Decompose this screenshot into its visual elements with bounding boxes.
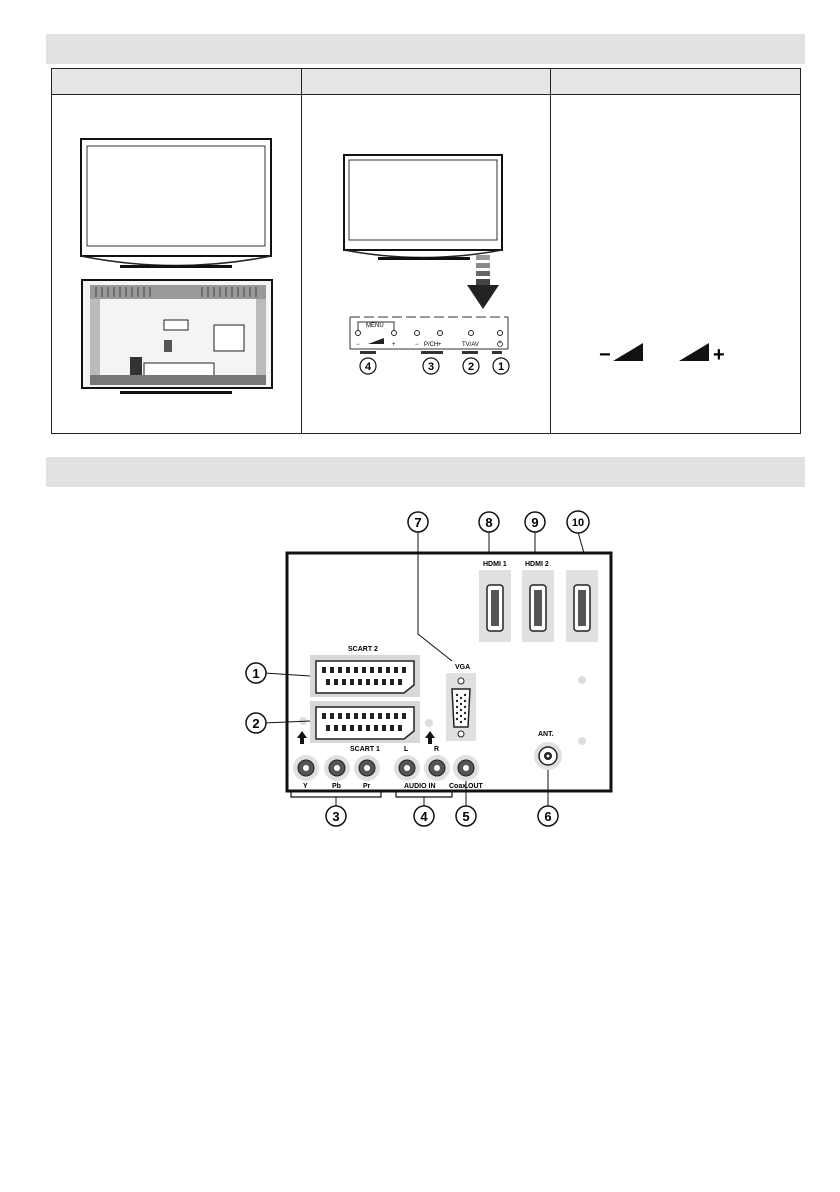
callout-3 xyxy=(326,806,346,826)
hdmi-1-label: HDMI 1 xyxy=(483,561,507,568)
volume-symbols-cell xyxy=(551,95,801,434)
audio-l-label: L xyxy=(404,746,409,753)
indicator-dot xyxy=(578,676,586,684)
indicator-dot xyxy=(425,719,433,727)
rear-connection-panel xyxy=(0,495,840,835)
menu-label: MENU xyxy=(365,323,384,329)
vga-label: VGA xyxy=(455,664,471,671)
svg-text:10: 10 xyxy=(571,517,585,529)
tv-front-image xyxy=(81,139,271,268)
audio-in-label: AUDIO IN xyxy=(404,783,436,790)
hdmi-2-label: HDMI 2 xyxy=(525,561,549,568)
svg-text:2: 2 xyxy=(252,716,260,731)
scart-1-port xyxy=(310,701,420,743)
tv-front-rear-illustration xyxy=(52,95,301,433)
scart-2-label: SCART 2 xyxy=(348,646,378,653)
table-header-cell xyxy=(301,69,551,95)
tvav-label: TV/AV xyxy=(461,342,479,348)
callout-1 xyxy=(493,358,509,374)
y-label: Y xyxy=(303,783,308,790)
controls-table xyxy=(51,68,801,434)
svg-text:9: 9 xyxy=(531,515,539,530)
pr-label: Pr xyxy=(363,783,371,790)
hdmi-2-port xyxy=(522,570,554,642)
callout-2 xyxy=(463,358,479,374)
vga-port xyxy=(446,673,476,741)
table-header-cell xyxy=(52,69,302,95)
svg-text:1: 1 xyxy=(497,361,504,373)
volume-up-icon xyxy=(679,343,709,361)
rca-y-port xyxy=(293,755,319,781)
callout-4 xyxy=(360,358,376,374)
svg-text:4: 4 xyxy=(364,361,371,373)
svg-text:7: 7 xyxy=(414,515,422,530)
volume-minus-label: − xyxy=(355,342,360,348)
svg-text:6: 6 xyxy=(544,809,552,824)
callout-9 xyxy=(525,512,545,532)
control-buttons-cell xyxy=(301,95,551,434)
callout-4 xyxy=(414,806,434,826)
tv-front-rear-cell xyxy=(52,95,302,434)
pb-label: Pb xyxy=(332,783,341,790)
volume-up-plus: + xyxy=(713,344,725,366)
table-header-cell xyxy=(551,69,801,95)
callout-8 xyxy=(479,512,499,532)
indicator-dot xyxy=(578,737,586,745)
coax-out-label: Coax.OUT xyxy=(449,783,483,790)
program-minus-label: − xyxy=(414,342,419,348)
rca-pr-port xyxy=(354,755,380,781)
callout-6 xyxy=(538,806,558,826)
section-header-bar-bottom xyxy=(46,457,805,487)
scart-2-port xyxy=(310,655,420,697)
callout-1 xyxy=(246,663,266,683)
scart-1-label: SCART 1 xyxy=(350,746,380,753)
callout-10 xyxy=(567,511,589,533)
tv-rear-image xyxy=(82,280,272,394)
volume-plus-label: + xyxy=(391,342,396,348)
svg-text:3: 3 xyxy=(332,809,340,824)
volume-down-minus: − xyxy=(599,344,611,366)
hdmi-1-port xyxy=(479,570,511,642)
svg-text:1: 1 xyxy=(252,666,260,681)
program-plus-label: + xyxy=(437,342,442,348)
svg-text:2: 2 xyxy=(467,361,474,373)
svg-text:4: 4 xyxy=(420,809,428,824)
callout-5 xyxy=(456,806,476,826)
control-buttons-illustration xyxy=(302,95,551,433)
callout-2 xyxy=(246,713,266,733)
antenna-label: ANT. xyxy=(538,731,554,738)
svg-text:8: 8 xyxy=(485,515,493,530)
hdmi-3-port xyxy=(566,570,598,642)
audio-l-port xyxy=(394,755,420,781)
program-label: P/CH xyxy=(423,342,438,348)
callout-7 xyxy=(408,512,428,532)
arrow-down-icon xyxy=(467,255,499,309)
rca-pb-port xyxy=(324,755,350,781)
standby-icon xyxy=(497,341,502,347)
svg-text:3: 3 xyxy=(427,361,434,373)
volume-symbols-illustration xyxy=(551,95,800,433)
svg-text:5: 5 xyxy=(462,809,470,824)
volume-down-icon xyxy=(613,343,643,361)
section-header-bar-top xyxy=(46,34,805,64)
audio-r-label: R xyxy=(434,746,440,753)
callout-3 xyxy=(423,358,439,374)
tv-front-small-image xyxy=(344,155,502,260)
antenna-port xyxy=(534,742,562,770)
coax-out-port xyxy=(453,755,479,781)
audio-r-port xyxy=(424,755,450,781)
